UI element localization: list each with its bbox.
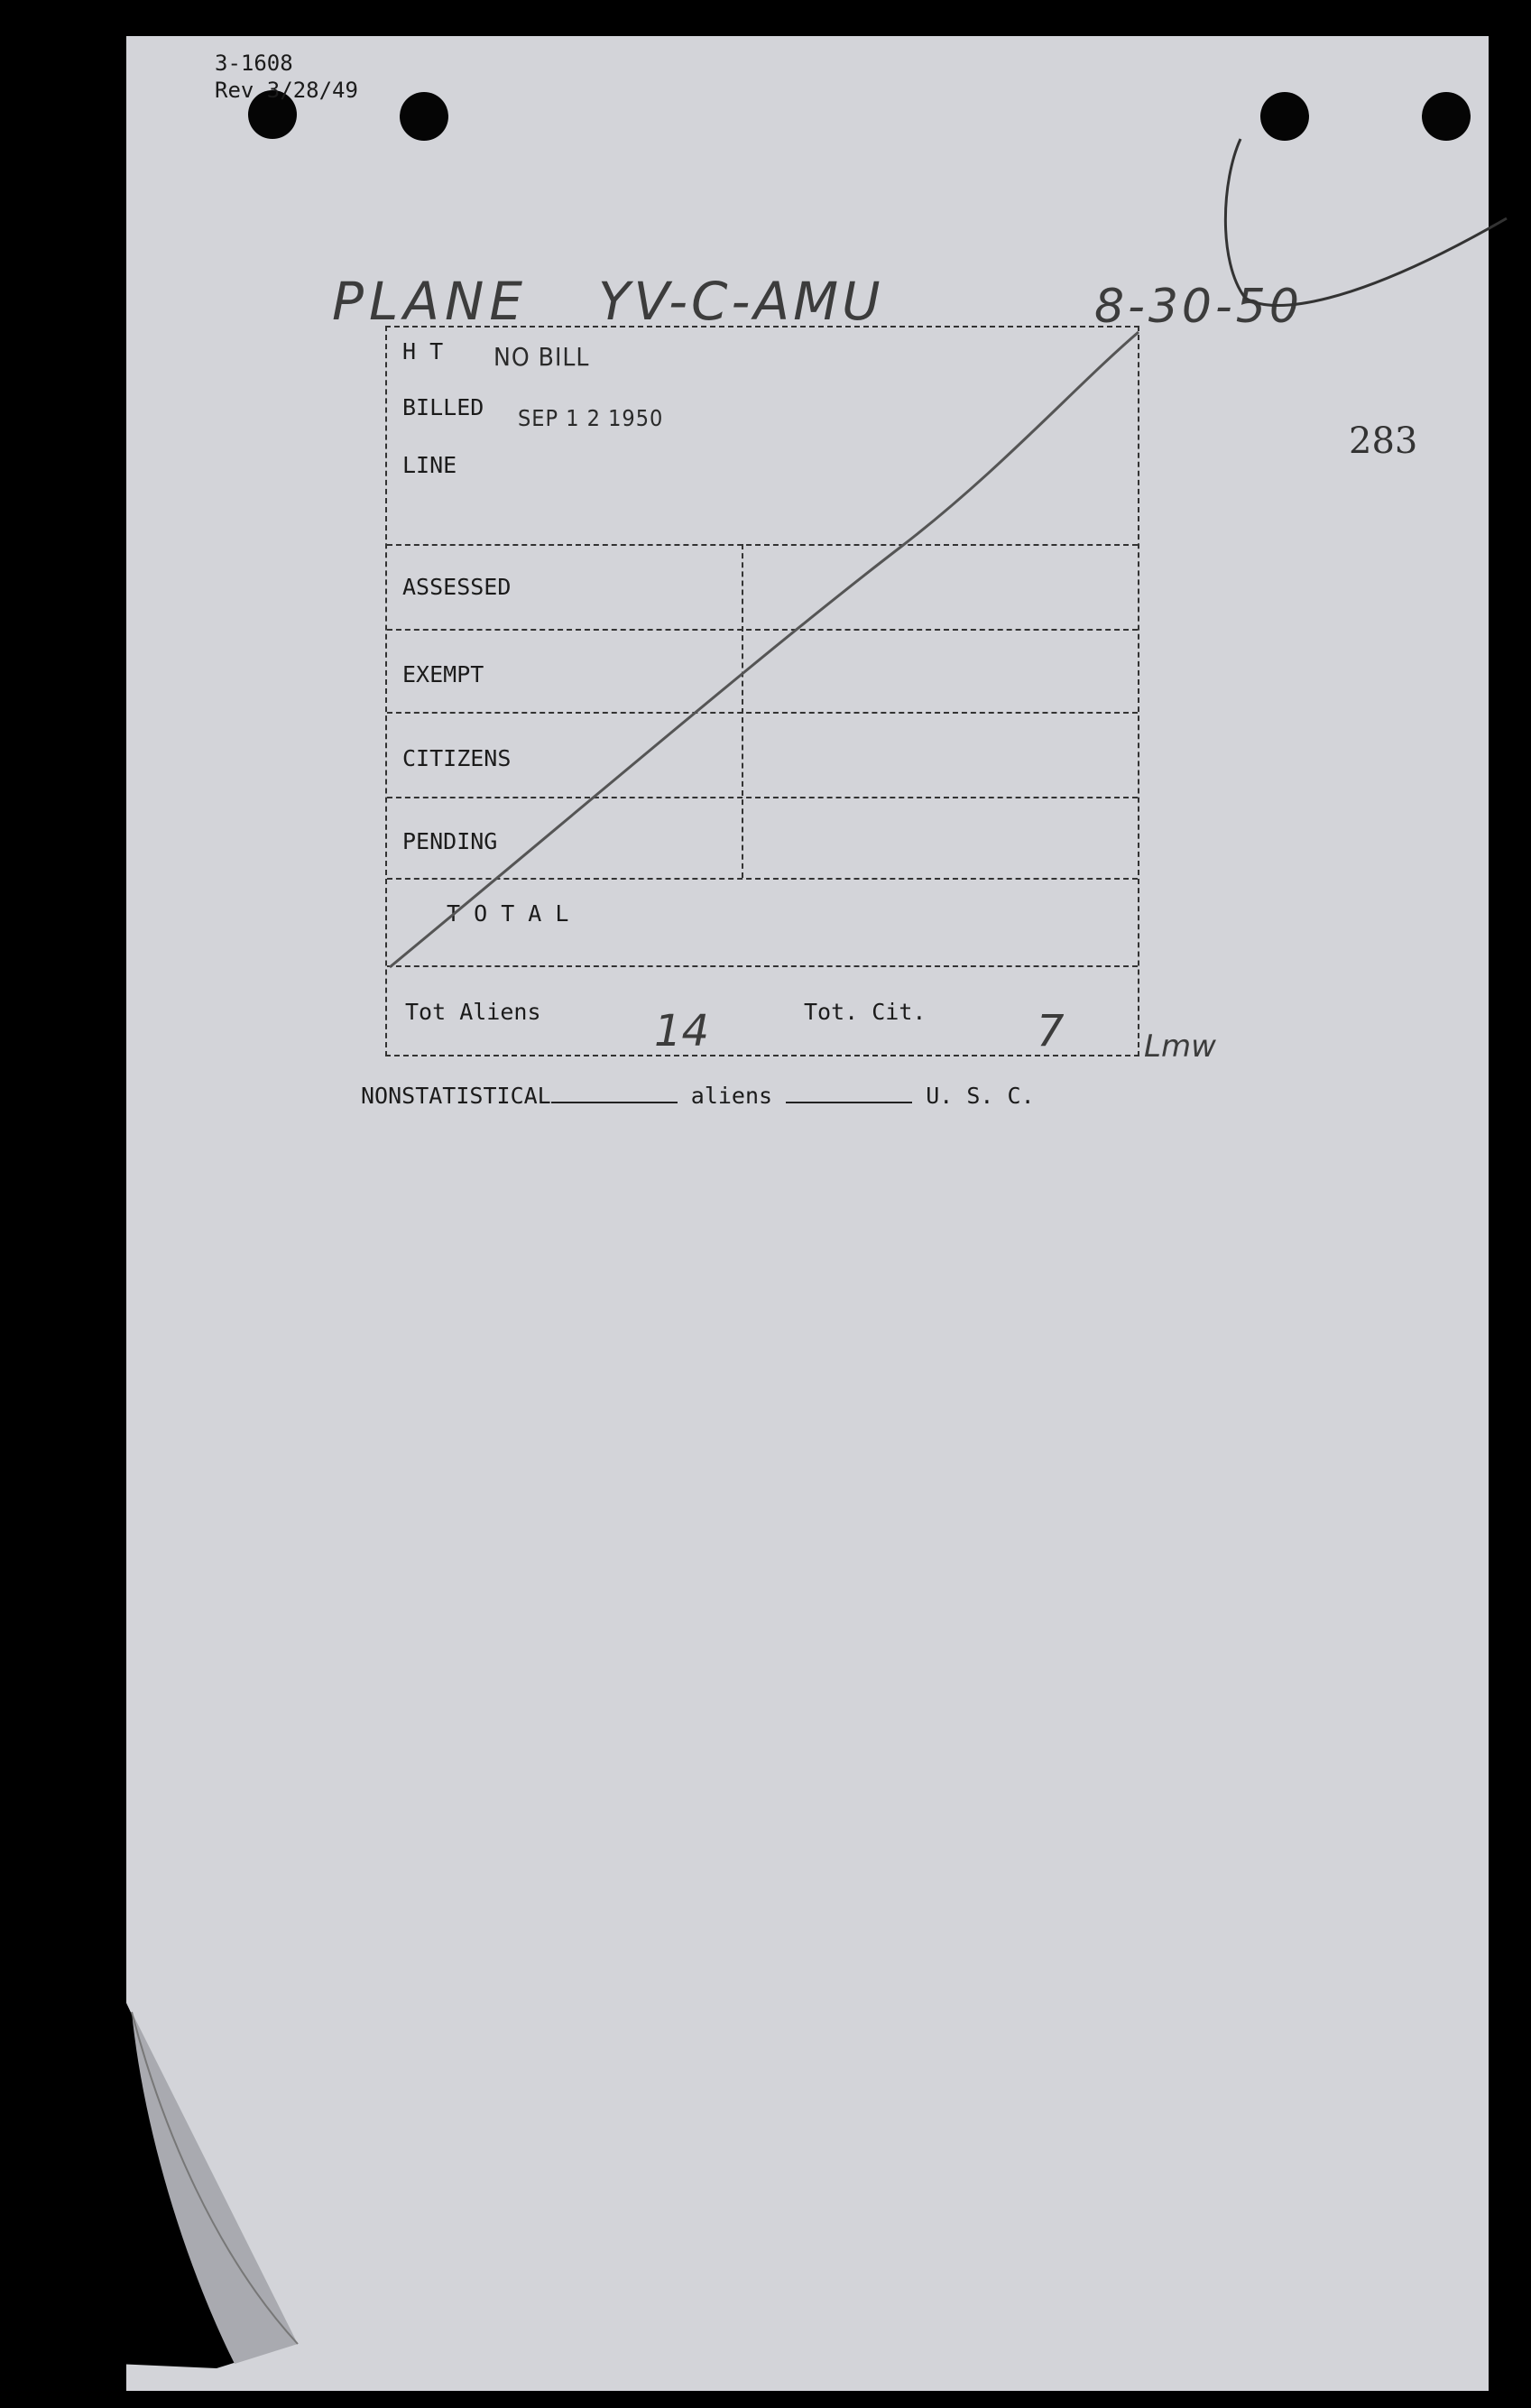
- blank-usc-count: [786, 1102, 912, 1103]
- label-ht: H T: [402, 338, 444, 364]
- label-total: T O T A L: [447, 900, 569, 927]
- label-aliens: aliens: [690, 1083, 773, 1109]
- handwritten-flight-number: YV-C-AMU: [598, 271, 884, 332]
- handwritten-total-citizens: 7: [1037, 1006, 1065, 1056]
- stamp-no-bill: NO BILL: [493, 342, 590, 372]
- label-assessed: ASSESSED: [402, 574, 512, 600]
- label-citizens: CITIZENS: [402, 745, 512, 771]
- blank-aliens-count: [551, 1102, 678, 1103]
- stamp-billed-date: SEP 1 2 1950: [518, 405, 664, 431]
- form-number: 3-1608: [215, 51, 293, 76]
- handwritten-plane: PLANE: [332, 271, 528, 332]
- handwritten-total-aliens: 14: [654, 1006, 710, 1056]
- handwritten-date: 8-30-50: [1094, 280, 1303, 334]
- label-pending: PENDING: [402, 828, 498, 854]
- label-billed: BILLED: [402, 394, 484, 420]
- page-number: 283: [1349, 420, 1418, 462]
- label-tot-cit: Tot. Cit.: [804, 999, 927, 1025]
- nonstatistical-line: [361, 1083, 1035, 1109]
- label-nonstatistical: NONSTATISTICAL: [361, 1083, 551, 1109]
- cross-out-line: [0, 0, 1531, 1083]
- label-tot-aliens: Tot Aliens: [405, 999, 541, 1025]
- label-usc: U. S. C.: [926, 1083, 1035, 1109]
- curled-page-corner: [108, 2003, 325, 2382]
- form-revision: Rev 3/28/49: [215, 78, 358, 103]
- label-line: LINE: [402, 452, 457, 478]
- label-exempt: EXEMPT: [402, 661, 484, 687]
- handwritten-initials: Lmw: [1144, 1029, 1216, 1065]
